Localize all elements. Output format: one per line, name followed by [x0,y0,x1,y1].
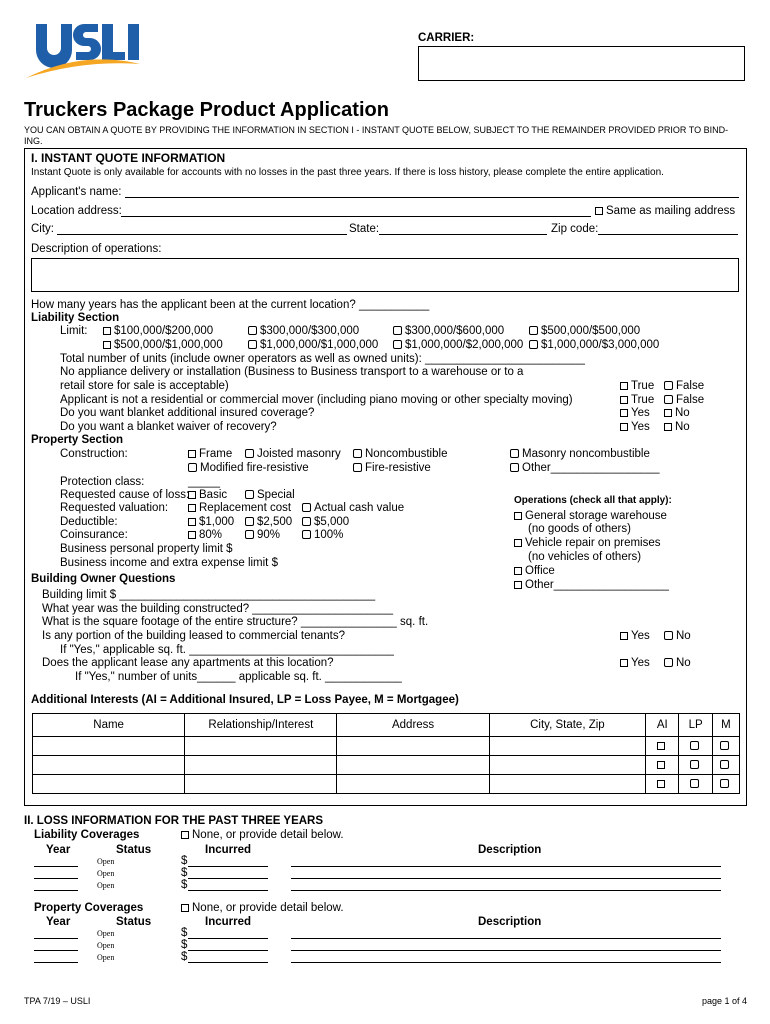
coinsurance-90[interactable]: 90% [245,529,280,541]
section2-heading: II. LOSS INFORMATION FOR THE PAST THREE YEARS [24,815,324,827]
deductible-5000[interactable]: $5,000 [302,516,349,528]
leased-sqft: If "Yes," applicable sq. ft. ________________________________ [60,644,394,656]
form-id: TPA 7/19 – USLI [24,996,91,1006]
coinsurance-80[interactable]: 80% [188,529,222,541]
same-mailing-checkbox[interactable]: Same as mailing address [595,205,735,217]
coinsurance-100[interactable]: 100% [302,529,343,541]
construction-other[interactable]: Other_________________ [510,462,660,474]
liability-heading: Liability Section [31,312,120,324]
city-input[interactable] [57,234,347,235]
carrier-input[interactable] [418,46,745,81]
loss-status: Open [97,869,115,878]
leased-no[interactable]: No [664,630,691,642]
loss-incurred-input[interactable] [188,962,268,963]
loss-description-input[interactable] [291,890,721,891]
liab-description-header: Description [478,844,542,856]
limit-option-6[interactable]: $1,000,000/$1,000,000 [248,339,378,351]
dollar-sign: $ [181,879,188,891]
loss-incurred-input[interactable] [188,890,268,891]
operations-heading: Operations (check all that apply): [514,495,672,506]
applicant-input[interactable] [125,197,739,198]
limit-option-1[interactable]: $100,000/$200,000 [103,325,213,337]
col-name: Name [33,714,185,737]
limit-option-2[interactable]: $300,000/$300,000 [248,325,359,337]
page-title: Truckers Package Product Application [24,99,389,121]
section1-note: Instant Quote is only available for accounts with no losses in the past three years. If there is loss history, please complete the entire application. [31,167,664,178]
construction-frame[interactable]: Frame [188,448,232,460]
liab-year-header: Year [46,844,71,856]
protection-input[interactable]: _____ [188,476,220,488]
waiver-question: Do you want a blanket waiver of recovery? [60,421,277,433]
loss-description-input[interactable] [291,878,721,879]
mover-question: Applicant is not a residential or commercial mover (including piano moving or other specialty moving) [60,394,573,406]
appliance-question-cont: retail store for sale is acceptable) [60,380,229,392]
deductible-2500[interactable]: $2,500 [245,516,292,528]
construction-joisted[interactable]: Joisted masonry [245,448,341,460]
appliance-true[interactable]: True [620,380,654,392]
waiver-no[interactable]: No [664,421,690,433]
ai-question: Do you want blanket additional insured coverage? [60,407,315,419]
cause-basic[interactable]: Basic [188,489,227,501]
years-question: How many years has the applicant been at the current location? ___________ [31,299,430,311]
property-coverages-label: Property Coverages [34,902,144,914]
location-label: Location address: [31,205,122,217]
loss-status: Open [97,941,115,950]
loss-status: Open [97,953,115,962]
usli-logo [22,20,142,82]
ai-yes[interactable]: Yes [620,407,650,419]
liab-status-header: Status [116,844,152,856]
table-row [33,756,740,775]
construction-label: Construction: [60,448,128,460]
coinsurance-label: Coinsurance: [60,529,128,541]
liab-incurred-header: Incurred [205,844,252,856]
prop-status-header: Status [116,916,152,928]
loss-description-input[interactable] [291,866,721,867]
loss-incurred-input[interactable] [188,938,268,939]
limit-option-3[interactable]: $300,000/$600,000 [393,325,504,337]
apartments-no[interactable]: No [664,657,691,669]
loss-status: Open [97,857,115,866]
loss-incurred-input[interactable] [188,878,268,879]
loss-description-input[interactable] [291,962,721,963]
col-address: Address [337,714,489,737]
valuation-replacement[interactable]: Replacement cost [188,502,291,514]
property-none-checkbox[interactable]: None, or provide detail below. [181,902,344,914]
construction-modified[interactable]: Modified fire-resistive [188,462,309,474]
loss-status: Open [97,929,115,938]
deductible-1000[interactable]: $1,000 [188,516,234,528]
loss-description-input[interactable] [291,950,721,951]
dollar-sign: $ [181,951,188,963]
table-row [33,737,740,756]
limit-option-5[interactable]: $500,000/$1,000,000 [103,339,223,351]
dollar-sign: $ [181,867,188,879]
col-lp: LP [679,714,712,737]
mover-false[interactable]: False [664,394,704,406]
income-limit-label: Business income and extra expense limit $ [60,557,278,569]
valuation-acv[interactable]: Actual cash value [302,502,404,514]
prop-year-header: Year [46,916,71,928]
loss-year-input[interactable] [34,866,78,867]
loss-incurred-input[interactable] [188,866,268,867]
col-relationship: Relationship/Interest [185,714,337,737]
state-label: State: [349,223,380,235]
prop-description-header: Description [478,916,542,928]
zip-input[interactable] [598,234,738,235]
deductible-label: Deductible: [60,516,118,528]
dollar-sign: $ [181,855,188,867]
building-heading: Building Owner Questions [31,573,176,585]
loss-year-input[interactable] [34,878,78,879]
applicant-label: Applicant's name: [31,186,122,198]
valuation-label: Requested valuation: [60,502,169,514]
dollar-sign: $ [181,939,188,951]
appliance-question: No appliance delivery or installation (Business to Business transport to a warehouse or to a [60,366,524,378]
apartments-units: If "Yes," number of units______ applicable sq. ft. ____________ [75,671,402,683]
liability-coverages-label: Liability Coverages [34,829,140,841]
leased-yes[interactable]: Yes [620,630,650,642]
carrier-label: CARRIER: [418,32,475,44]
col-ai: AI [646,714,679,737]
building-year: What year was the building constructed? ______________________ [42,603,394,615]
loss-incurred-input[interactable] [188,950,268,951]
loss-status: Open [97,881,115,890]
state-input[interactable] [379,234,547,235]
location-input[interactable] [121,216,591,217]
description-label: Description of operations: [31,243,162,255]
construction-noncombustible[interactable]: Noncombustible [353,448,447,460]
limit-option-7[interactable]: $1,000,000/$2,000,000 [393,339,523,351]
protection-label: Protection class: [60,476,145,488]
intro-text: YOU CAN OBTAIN A QUOTE BY PROVIDING THE INFORMATION IN SECTION I - INSTANT QUOTE BELOW, SUBJECT TO THE REMAINDER PROVIDED PRIOR TO BIND- [24,125,729,135]
building-sqft: What is the square footage of the entire structure? _______________ sq. ft. [42,616,429,628]
op-storage[interactable]: General storage warehouse [514,510,667,522]
units-question: Total number of units (include owner operators as well as owned units): _________________________ [60,353,585,365]
cause-label: Requested cause of loss: [60,489,190,501]
op-repair-note: (no vehicles of others) [528,551,642,563]
table-row [33,775,740,794]
section1-heading: I. INSTANT QUOTE INFORMATION [31,151,226,165]
op-storage-note: (no goods of others) [528,523,631,535]
limit-label: Limit: [60,325,88,337]
liability-none-checkbox[interactable]: None, or provide detail below. [181,829,344,841]
building-apartments: Does the applicant lease any apartments at this location? [42,657,334,669]
op-repair[interactable]: Vehicle repair on premises [514,537,661,549]
property-heading: Property Section [31,434,124,446]
loss-description-input[interactable] [291,938,721,939]
ai-heading: Additional Interests (AI = Additional Insured, LP = Loss Payee, M = Mortgagee) [31,694,459,706]
appliance-false[interactable]: False [664,380,704,392]
cause-special[interactable]: Special [245,489,295,501]
city-label: City: [31,223,54,235]
loss-year-input[interactable] [34,950,78,951]
bpp-limit-label: Business personal property limit $ [60,543,233,555]
description-input[interactable] [31,258,739,292]
additional-interests-table [32,713,740,794]
intro-text-cont: ING. [24,136,43,146]
limit-option-4[interactable]: $500,000/$500,000 [529,325,640,337]
building-limit: Building limit $ ________________________________________ [42,589,376,601]
loss-year-input[interactable] [34,962,78,963]
apartments-yes[interactable]: Yes [620,657,650,669]
waiver-yes[interactable]: Yes [620,421,650,433]
page-number: page 1 of 4 [702,996,748,1006]
dollar-sign: $ [181,927,188,939]
prop-incurred-header: Incurred [205,916,252,928]
loss-year-input[interactable] [34,890,78,891]
loss-year-input[interactable] [34,938,78,939]
op-other[interactable]: Other__________________ [514,579,669,591]
zip-label: Zip code: [551,223,599,235]
mover-true[interactable]: True [620,394,654,406]
building-leased: Is any portion of the building leased to commercial tenants? [42,630,346,642]
ai-no[interactable]: No [664,407,690,419]
col-city: City, State, Zip [489,714,645,737]
construction-masonry-nc[interactable]: Masonry noncombustible [510,448,650,460]
construction-fire-resistive[interactable]: Fire-resistive [353,462,431,474]
limit-option-8[interactable]: $1,000,000/$3,000,000 [529,339,659,351]
op-office[interactable]: Office [514,565,555,577]
col-m: M [712,714,739,737]
